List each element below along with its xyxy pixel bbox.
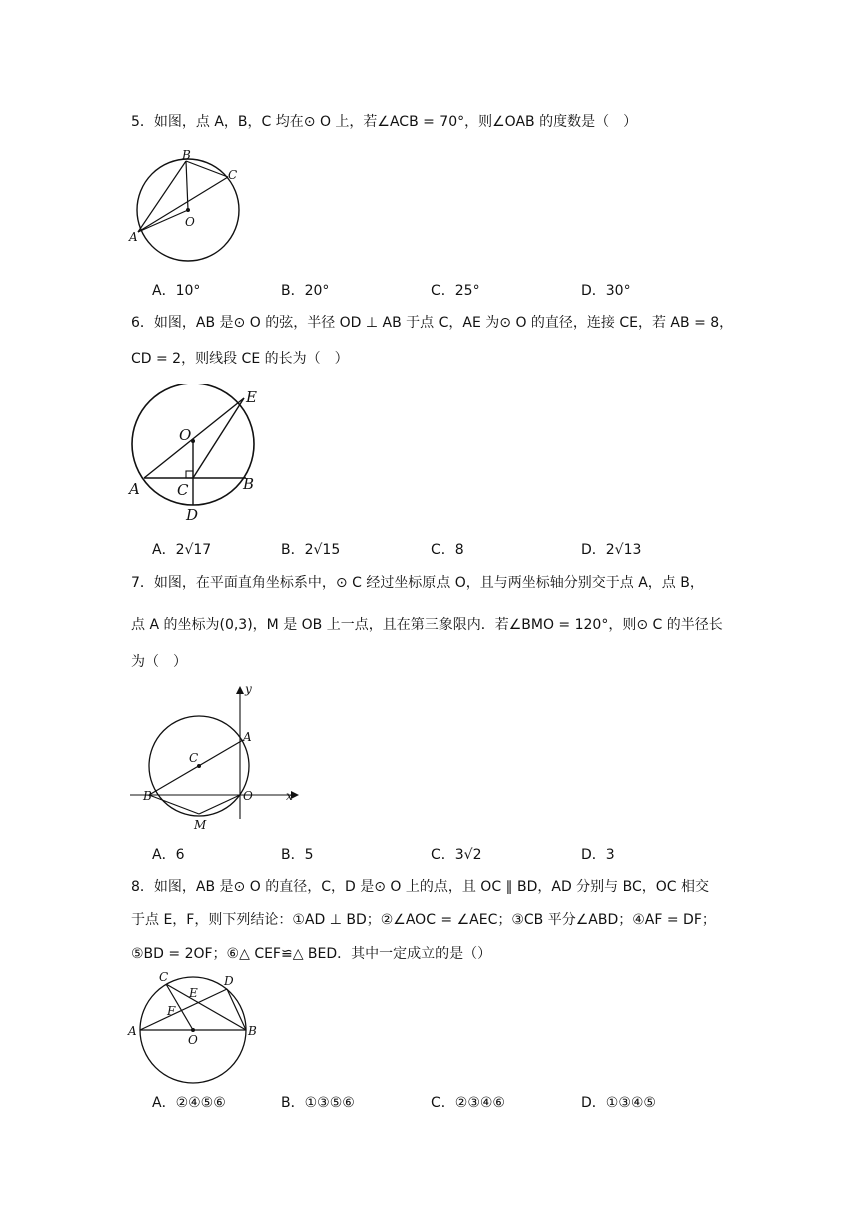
q6-label-A: A — [129, 480, 140, 498]
q6-figure — [126, 384, 266, 524]
q8-label-B: B — [248, 1024, 257, 1038]
q6-option-b[interactable]: B．2√15 — [281, 542, 341, 558]
q6-label-C: C — [177, 481, 189, 499]
q8-figure — [126, 968, 266, 1086]
q7-label-x: x — [286, 789, 293, 803]
q8-stem-line-2: 于点 E，F，则下列结论：①AD ⊥ BD；②∠AOC = ∠AEC；③CB 平分∠ABD；④AF = DF； — [131, 912, 716, 928]
q8-label-O: O — [188, 1033, 198, 1047]
q7-option-a[interactable]: A．6 — [152, 847, 185, 863]
q7-label-y: y — [245, 682, 252, 696]
q8-label-C: C — [159, 970, 169, 984]
q5-option-a[interactable]: A．10° — [152, 283, 201, 299]
q8-label-D: D — [224, 974, 234, 988]
q7-option-d[interactable]: D．3 — [581, 847, 615, 863]
q8-label-A: A — [128, 1024, 137, 1038]
q6-option-c[interactable]: C．8 — [431, 542, 464, 558]
q7-stem-line-2: 点 A 的坐标为(0,3)，M 是 OB 上一点，且在第三象限内．若∠BMO = 120°，则⊙ C 的半径长 — [131, 617, 723, 633]
q7-label-M: M — [194, 818, 207, 832]
q5-option-d[interactable]: D．30° — [581, 283, 631, 299]
q7-option-c[interactable]: C．3√2 — [431, 847, 482, 863]
q8-option-a[interactable]: A．②④⑤⑥ — [152, 1095, 226, 1111]
q6-label-E: E — [246, 388, 257, 406]
q7-figure — [126, 682, 306, 834]
q7-option-b[interactable]: B．5 — [281, 847, 314, 863]
q8-option-b[interactable]: B．①③⑤⑥ — [281, 1095, 355, 1111]
q5-option-b[interactable]: B．20° — [281, 283, 330, 299]
q7-label-C: C — [189, 751, 199, 765]
q6-stem-line-1: 6．如图，AB 是⊙ O 的弦，半径 OD ⊥ AB 于点 C，AE 为⊙ O 的直径，连接 CE，若 AB = 8， — [131, 315, 734, 331]
q8-stem-line-1: 8．如图，AB 是⊙ O 的直径，C，D 是⊙ O 上的点，且 OC ∥ BD，AD 分别与 BC，OC 相交 — [131, 879, 710, 895]
q8-option-d[interactable]: D．①③④⑤ — [581, 1095, 656, 1111]
q6-label-D: D — [186, 506, 199, 524]
q6-option-a[interactable]: A．2√17 — [152, 542, 212, 558]
q6-label-B: B — [243, 475, 255, 493]
q7-label-A: A — [243, 730, 252, 744]
q8-label-F: F — [167, 1004, 176, 1018]
q7-stem-line-1: 7．如图，在平面直角坐标系中，⊙ C 经过坐标原点 O，且与两坐标轴分别交于点 A，点 B， — [131, 575, 704, 591]
q5-label-C: C — [228, 168, 238, 182]
q8-label-E: E — [189, 986, 198, 1000]
q7-stem-line-3: 为（ ） — [131, 654, 187, 670]
q8-stem-line-3: ⑤BD = 2OF；⑥△ CEF≌△ BED．其中一定成立的是（） — [131, 946, 492, 962]
q5-figure — [126, 146, 252, 266]
q5-label-B: B — [182, 148, 191, 162]
q6-label-O: O — [179, 426, 192, 444]
q6-stem-line-2: CD = 2，则线段 CE 的长为（ ） — [131, 351, 349, 367]
q5-label-A: A — [129, 230, 138, 244]
q8-option-c[interactable]: C．②③④⑥ — [431, 1095, 505, 1111]
q7-label-B: B — [143, 789, 152, 803]
q7-label-O: O — [243, 789, 253, 803]
q5-option-c[interactable]: C．25° — [431, 283, 480, 299]
q5-stem-line-1: 5．如图，点 A，B，C 均在⊙ O 上，若∠ACB = 70°，则∠OAB 的度数是（ ） — [131, 114, 638, 130]
q6-option-d[interactable]: D．2√13 — [581, 542, 642, 558]
q5-label-O: O — [185, 215, 195, 229]
